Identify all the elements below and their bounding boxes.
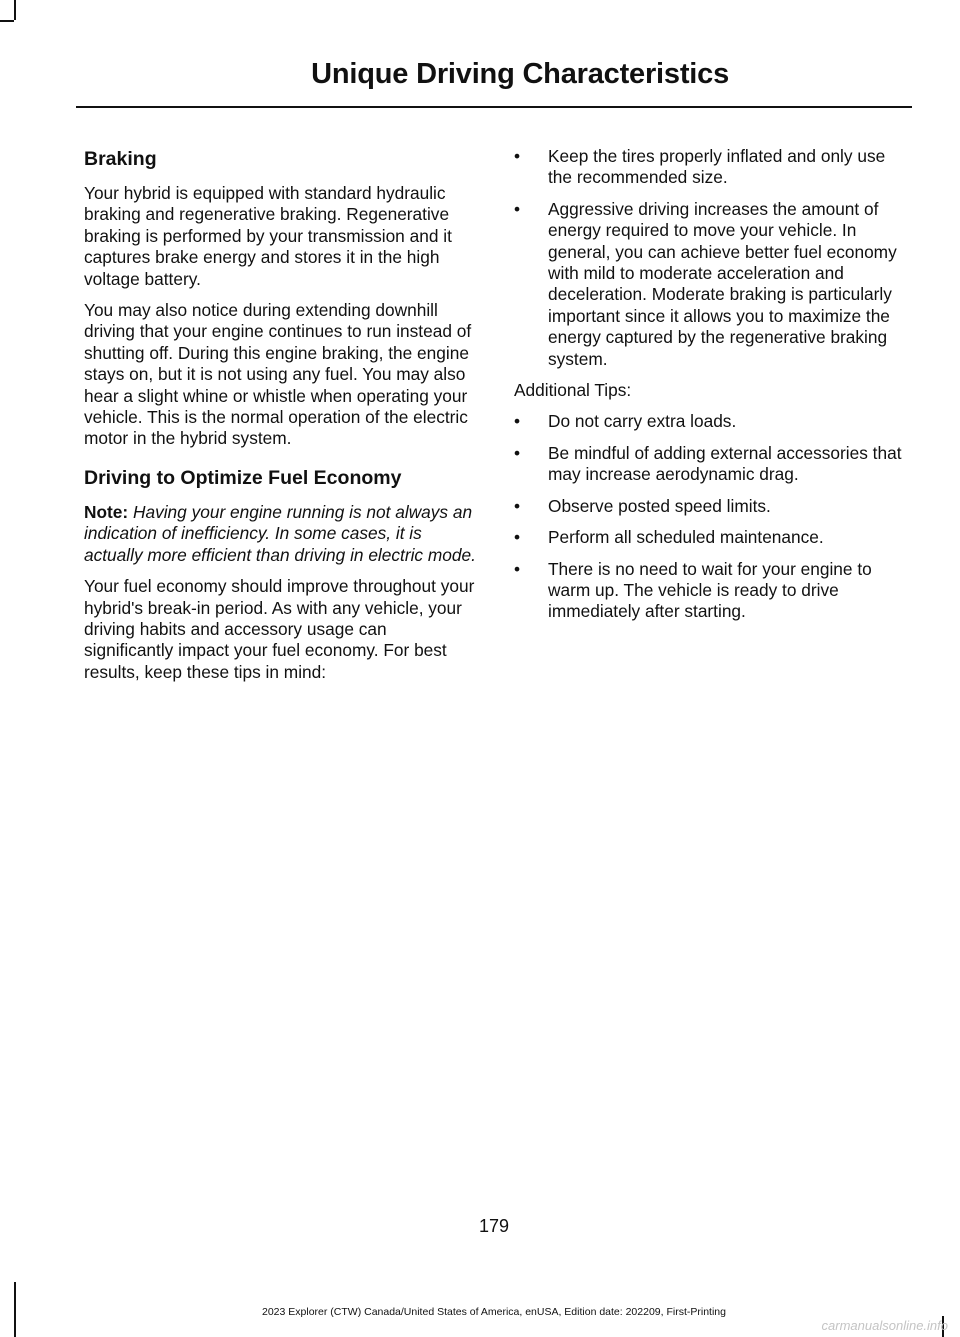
note-label: Note: (84, 501, 129, 522)
additional-tips-list (514, 411, 910, 622)
fuel-economy-heading: Driving to Optimize Fuel Economy (84, 466, 402, 489)
list-item: • Do not carry extra loads. (514, 411, 737, 432)
braking-heading: Braking (84, 148, 157, 170)
list-item: • Be mindful of adding external accessories that may increase aerodynamic drag. (514, 442, 902, 485)
crop-mark (14, 0, 16, 20)
page-number: 179 (478, 1216, 510, 1236)
list-item: • Perform all scheduled maintenance. (514, 527, 824, 548)
page-title: Unique Driving Characteristics (311, 58, 729, 90)
left-column (84, 146, 476, 693)
fuel-paragraph-1: Your fuel economy should improve throughout your hybrid's break-in period. As with any vehicle, your driving habits and accessory usage can significantly impact your fuel economy. For best results, keep these tips in mind: (84, 576, 475, 682)
edition-footer: 2023 Explorer (CTW) Canada/United States of America, enUSA, Edition date: 202209, First-Printing (262, 1306, 726, 1318)
crop-mark (0, 20, 14, 22)
braking-paragraph-2: You may also notice during extending downhill driving that your engine continues to run instead of shutting off. During this engine braking, the engine stays on, but it is not using any fuel. You may also hear a slight whine or whistle when operating your vehicle. This is the normal operation of the electric motor in the hybrid system. (84, 300, 472, 449)
note-paragraph (84, 502, 476, 566)
tips-list (514, 146, 910, 370)
list-item: • Keep the tires properly inflated and only use the recommended size. (514, 146, 886, 188)
bullet-icon: • (514, 411, 521, 432)
list-item: • Observe posted speed limits. (514, 495, 771, 516)
bullet-icon: • (514, 198, 521, 219)
additional-tips-label: Additional Tips: (514, 380, 632, 401)
watermark-text: carmanualsonline.info (821, 1318, 948, 1333)
bullet-icon: • (514, 558, 521, 579)
list-item: • There is no need to wait for your engine to warm up. The vehicle is ready to drive immediately after starting. (514, 558, 872, 622)
right-column (514, 146, 910, 633)
bullet-icon: • (514, 146, 521, 166)
bullet-icon: • (514, 527, 521, 548)
list-item: • Aggressive driving increases the amount of energy required to move your vehicle. In general, you can achieve better fuel economy with mild to moderate acceleration and deceleration. Moderate braking is particularly important since it allows you to maximize the energy captured by the regenerative braking system. (514, 198, 897, 369)
braking-paragraph-1: Your hybrid is equipped with standard hydraulic braking and regenerative braking. Regenerative braking is performed by your transmission and it captures brake energy and stores it in the high voltage battery. (84, 183, 452, 289)
bullet-icon: • (514, 495, 521, 516)
bullet-icon: • (514, 442, 521, 463)
header-rule (76, 106, 912, 108)
note-text: Having your engine running is not always an indication of inefficiency. In some cases, it is actually more efficient than driving in electric mode. (84, 501, 476, 565)
